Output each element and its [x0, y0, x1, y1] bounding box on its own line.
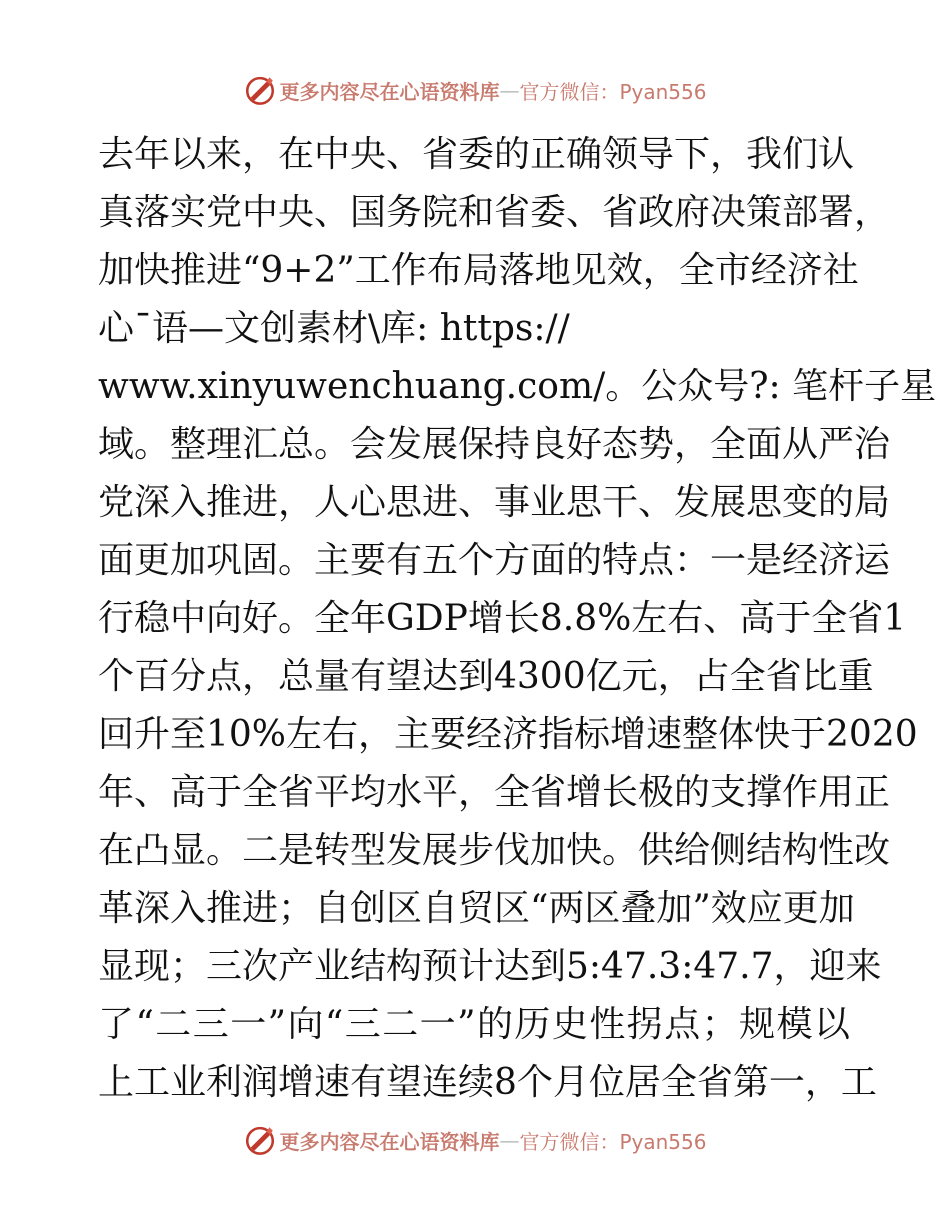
- text-line: 行稳中向好。全年GDP增长8.8%左右、高于全省1: [98, 598, 907, 639]
- pen-logo-icon: [243, 1123, 277, 1157]
- banner-wechat: 官方微信：Pyan556: [519, 1129, 707, 1154]
- banner-wechat: 官方微信：Pyan556: [519, 79, 707, 104]
- text-line: 域。整理汇总。会发展保持良好态势，全面从严治: [98, 424, 891, 465]
- banner-title: 更多内容尽在心语资料库: [279, 1129, 500, 1154]
- text-line: 个百分点，总量有望达到4300亿元，占全省比重: [98, 656, 874, 697]
- text-line: 党深入推进，人心思进、事业思干、发展思变的局: [98, 482, 891, 523]
- text-line: 回升至10%左右，主要经济指标增速整体快于2020: [98, 714, 918, 755]
- header-banner: [0, 72, 950, 108]
- text-line: 心¯语—文创素材\库: https://: [98, 308, 570, 349]
- text-line: 年、高于全省平均水平，全省增长极的支撑作用正: [98, 772, 891, 813]
- text-line: 显现；三次产业结构预计达到5:47.3:47.7，迎来: [98, 946, 882, 987]
- text-line: 革深入推进；自创区自贸区“两区叠加”效应更加: [98, 888, 855, 929]
- text-line: 真落实党中央、国务院和省委、省政府决策部署，: [98, 192, 891, 233]
- text-line: 加快推进“9+2”工作布局落地见效，全市经济社: [98, 250, 859, 291]
- text-line: 去年以来，在中央、省委的正确领导下，我们认: [98, 134, 855, 175]
- pen-logo-icon: [243, 73, 277, 107]
- text-line: 面更加巩固。主要有五个方面的特点：一是经济运: [98, 540, 891, 581]
- banner-title: 更多内容尽在心语资料库: [279, 79, 500, 104]
- text-line: 了“二三一”向“三二一”的历史性拐点；规模以: [98, 1004, 850, 1045]
- banner-separator: —: [499, 1128, 520, 1152]
- text-line: 上工业利润增速有望连续8个月位居全省第一，工: [98, 1062, 877, 1103]
- text-line: 在凸显。二是转型发展步伐加快。供给侧结构性改: [98, 830, 891, 871]
- footer-banner: [0, 1122, 950, 1158]
- document-body: [98, 126, 937, 1112]
- text-line: www.xinyuwenchuang.com/。公众号?: 笔杆子星: [98, 366, 937, 407]
- banner-separator: —: [499, 78, 520, 102]
